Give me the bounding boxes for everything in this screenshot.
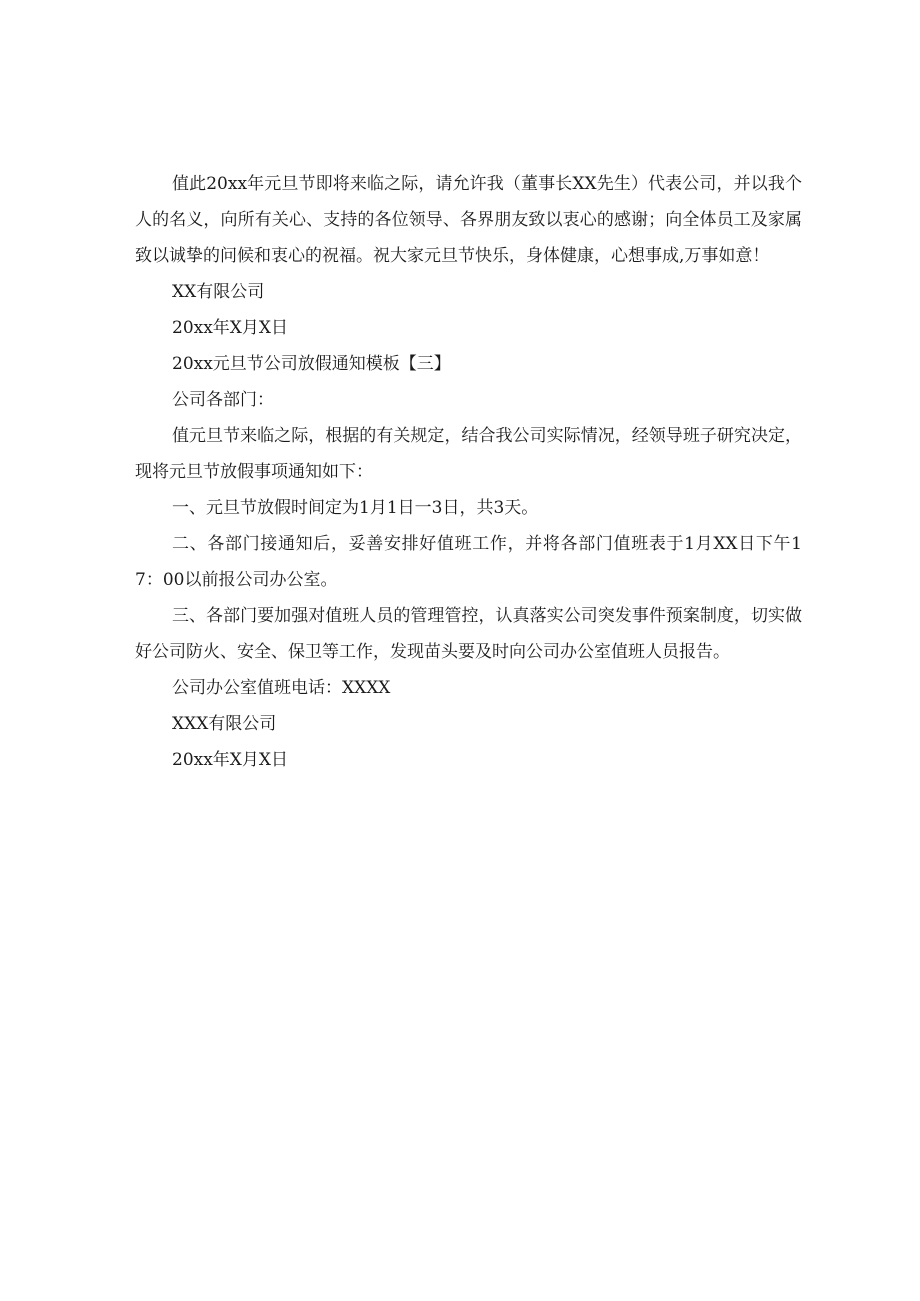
- section-title: 20xx元旦节公司放假通知模板【三】: [172, 354, 451, 374]
- signature-company: XX有限公司: [172, 282, 265, 302]
- document-page: [135, 166, 802, 778]
- duty-phone: 公司办公室值班电话：XXXX: [172, 678, 391, 698]
- signature-date: 20xx年X月X日: [172, 318, 289, 338]
- greeting-paragraph: 值此20xx年元旦节即将来临之际，请允许我（董事长XX先生）代表公司，并以我个人的名义，向所有关心、支持的各位领导、各界朋友致以衷心的感谢；向全体员工及家属致以诚挚的问候和衷心的祝福。祝大家元旦节快乐，身体健康，心想事成,万事如意！: [135, 174, 802, 266]
- notice-item-2: 二、各部门接通知后，妥善安排好值班工作，并将各部门值班表于1月XX日下午17：00以前报公司办公室。: [135, 534, 802, 590]
- intro-paragraph: 值元旦节来临之际，根据的有关规定，结合我公司实际情况，经领导班子研究决定，现将元旦节放假事项通知如下：: [135, 426, 802, 482]
- signature-date-2: 20xx年X月X日: [172, 750, 289, 770]
- notice-item-1: 一、元旦节放假时间定为1月1日一3日，共3天。: [172, 498, 539, 518]
- salutation: 公司各部门：: [172, 390, 274, 410]
- signature-company-2: XXX有限公司: [172, 714, 277, 734]
- notice-item-3: 三、各部门要加强对值班人员的管理管控，认真落实公司突发事件预案制度，切实做好公司防火、安全、保卫等工作，发现苗头要及时向公司办公室值班人员报告。: [135, 606, 802, 662]
